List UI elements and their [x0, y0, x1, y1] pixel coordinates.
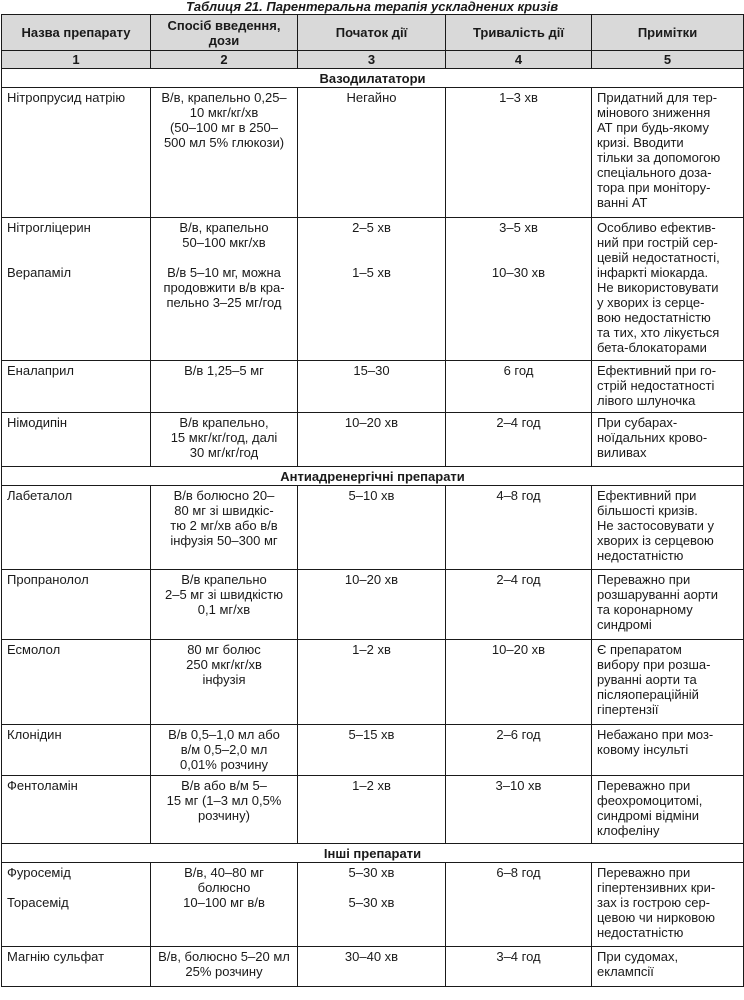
drug-name: Есмолол — [2, 640, 151, 725]
drug-name: Нітропрусид натрію — [2, 88, 151, 218]
duration: 2–4 год — [446, 413, 592, 467]
duration: 6–8 год — [446, 863, 592, 947]
onset: 5–15 хв — [298, 725, 446, 776]
notes: Ефективний при го- стрій недостатності лівого шлуночка — [592, 361, 744, 413]
route-dose: В/в крапельно 2–5 мг зі швидкістю 0,1 мг/хв — [151, 570, 298, 640]
table-row — [2, 863, 744, 947]
onset: 1–2 хв — [298, 776, 446, 844]
table-row — [2, 640, 744, 725]
route-dose: В/в, крапельно 0,25– 10 мкг/кг/хв (50–100 мг в 250– 500 мл 5% глюкози) — [151, 88, 298, 218]
header-notes: Примітки — [592, 15, 744, 51]
duration: 3–4 год — [446, 947, 592, 987]
route-dose: В/в, 40–80 мг болюсно 10–100 мг в/в — [151, 863, 298, 947]
onset: 10–20 хв — [298, 570, 446, 640]
drug-name: Пропранолол — [2, 570, 151, 640]
drug-name: Лабеталол — [2, 486, 151, 570]
table-row — [2, 947, 744, 987]
duration: 4–8 год — [446, 486, 592, 570]
table-caption: Таблиця 21. Парентеральна терапія ускладнених кризів — [185, 0, 559, 14]
drug-name: Клонідин — [2, 725, 151, 776]
route-dose: В/в 0,5–1,0 мл або в/м 0,5–2,0 мл 0,01% розчину — [151, 725, 298, 776]
duration: 2–6 год — [446, 725, 592, 776]
duration: 6 год — [446, 361, 592, 413]
notes: Придатний для тер- мінового зниження АТ при будь-якому кризі. Вводити тільки за допомогою спеціального доза- тора при монітору- ванні АТ — [592, 88, 744, 218]
route-dose: В/в, болюсно 5–20 мл 25% розчину — [151, 947, 298, 987]
header-drug-name: Назва препарату — [2, 15, 151, 51]
duration: 3–5 хв 10–30 хв — [446, 218, 592, 361]
notes: Переважно при гіпертензивних кри- зах із гострою сер- цевою чи нирковою недостатністю — [592, 863, 744, 947]
onset: 10–20 хв — [298, 413, 446, 467]
onset: Негайно — [298, 88, 446, 218]
section-row — [2, 467, 744, 486]
section-title-antiadrenergic: Антиадренергічні препарати — [2, 467, 744, 486]
notes: Особливо ефектив- ний при гострій сер- цевій недостатності, інфаркті міокарда. Не використовувати у хворих із серце- вою недостатністю та тих, хто лікується бета-блокаторами — [592, 218, 744, 361]
route-dose: В/в 1,25–5 мг — [151, 361, 298, 413]
header-number: 5 — [592, 51, 744, 69]
drug-name: Еналаприл — [2, 361, 151, 413]
header-number: 4 — [446, 51, 592, 69]
notes: При субарах- ноїдальних крово- виливах — [592, 413, 744, 467]
header-number-row — [2, 51, 744, 69]
drug-name: Нітрогліцерин Верапаміл — [2, 218, 151, 361]
onset: 5–30 хв 5–30 хв — [298, 863, 446, 947]
route-dose: 80 мг болюс 250 мкг/кг/хв інфузія — [151, 640, 298, 725]
table-row — [2, 725, 744, 776]
therapy-table — [1, 14, 744, 987]
route-dose: В/в крапельно, 15 мкг/кг/год, далі 30 мг/кг/год — [151, 413, 298, 467]
header-number: 3 — [298, 51, 446, 69]
table-row — [2, 413, 744, 467]
drug-name: Фентоламін — [2, 776, 151, 844]
section-title-other: Інші препарати — [2, 844, 744, 863]
header-number: 2 — [151, 51, 298, 69]
onset: 5–10 хв — [298, 486, 446, 570]
header-route-dose: Спосіб введення, дози — [151, 15, 298, 51]
duration: 2–4 год — [446, 570, 592, 640]
table-row — [2, 570, 744, 640]
section-row — [2, 844, 744, 863]
header-number: 1 — [2, 51, 151, 69]
duration: 3–10 хв — [446, 776, 592, 844]
route-dose: В/в, крапельно 50–100 мкг/хв В/в 5–10 мг, можна продовжити в/в кра- пельно 3–25 мг/год — [151, 218, 298, 361]
notes: Переважно при розшаруванні аорти та коронарному синдромі — [592, 570, 744, 640]
duration: 10–20 хв — [446, 640, 592, 725]
table-row — [2, 88, 744, 218]
section-title-vasodilators: Вазодилататори — [2, 69, 744, 88]
table-row — [2, 486, 744, 570]
header-onset: Початок дії — [298, 15, 446, 51]
table-row — [2, 361, 744, 413]
route-dose: В/в або в/м 5– 15 мг (1–3 мл 0,5% розчину) — [151, 776, 298, 844]
duration: 1–3 хв — [446, 88, 592, 218]
header-row — [2, 15, 744, 51]
notes: Є препаратом вибору при розша- руванні аорти та післяопераційній гіпертензії — [592, 640, 744, 725]
drug-name: Магнію сульфат — [2, 947, 151, 987]
table-row — [2, 218, 744, 361]
onset: 30–40 хв — [298, 947, 446, 987]
notes: При судомах, еклампсії — [592, 947, 744, 987]
section-row — [2, 69, 744, 88]
notes: Ефективний при більшості кризів. Не застосовувати у хворих із серцевою недостатністю — [592, 486, 744, 570]
drug-name: Фуросемід Торасемід — [2, 863, 151, 947]
table-row — [2, 776, 744, 844]
header-duration: Тривалість дії — [446, 15, 592, 51]
route-dose: В/в болюсно 20– 80 мг зі швидкіс- тю 2 мг/хв або в/в інфузія 50–300 мг — [151, 486, 298, 570]
onset: 2–5 хв 1–5 хв — [298, 218, 446, 361]
notes: Небажано при моз- ковому інсульті — [592, 725, 744, 776]
notes: Переважно при феохромоцитомі, синдромі відміни клофеліну — [592, 776, 744, 844]
onset: 1–2 хв — [298, 640, 446, 725]
onset: 15–30 — [298, 361, 446, 413]
drug-name: Німодипін — [2, 413, 151, 467]
